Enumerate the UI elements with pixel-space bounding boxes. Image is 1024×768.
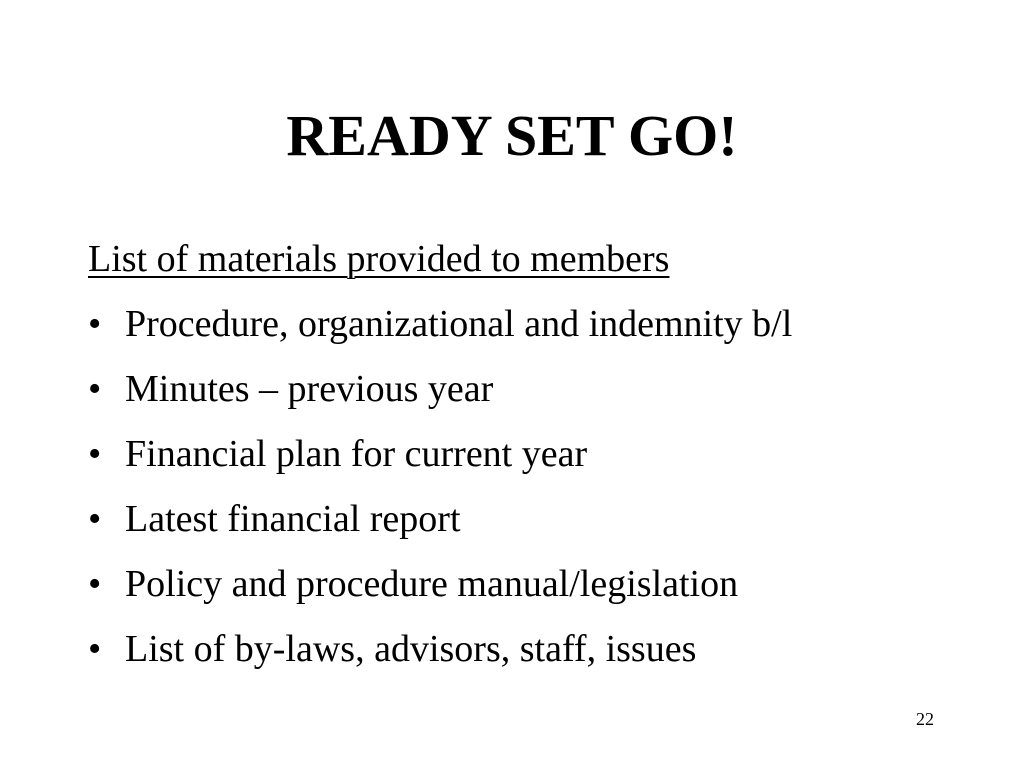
list-item <box>88 362 988 416</box>
list-item-text: Policy and procedure manual/legislation <box>125 563 739 605</box>
bullet-icon: • <box>88 563 102 605</box>
page-number: 22 <box>916 709 934 729</box>
list-item <box>88 557 988 611</box>
bullet-list <box>88 297 988 676</box>
list-item <box>88 492 988 546</box>
list-item-text: Latest financial report <box>125 498 461 540</box>
list-item-text: List of by-laws, advisors, staff, issues <box>125 628 697 670</box>
list-item <box>88 297 988 351</box>
list-item <box>88 427 988 481</box>
slide-content <box>88 232 988 687</box>
list-heading: List of materials provided to members <box>88 238 670 280</box>
list-item-text: Minutes – previous year <box>125 368 494 410</box>
bullet-icon: • <box>88 303 102 345</box>
bullet-icon: • <box>88 498 102 540</box>
slide-title: READY SET GO! <box>286 103 738 168</box>
bullet-icon: • <box>88 433 102 475</box>
list-item-text: Procedure, organizational and indemnity b/l <box>125 303 793 345</box>
list-item <box>88 622 988 676</box>
list-item-text: Financial plan for current year <box>125 433 588 475</box>
bullet-icon: • <box>88 628 102 670</box>
bullet-icon: • <box>88 368 102 410</box>
